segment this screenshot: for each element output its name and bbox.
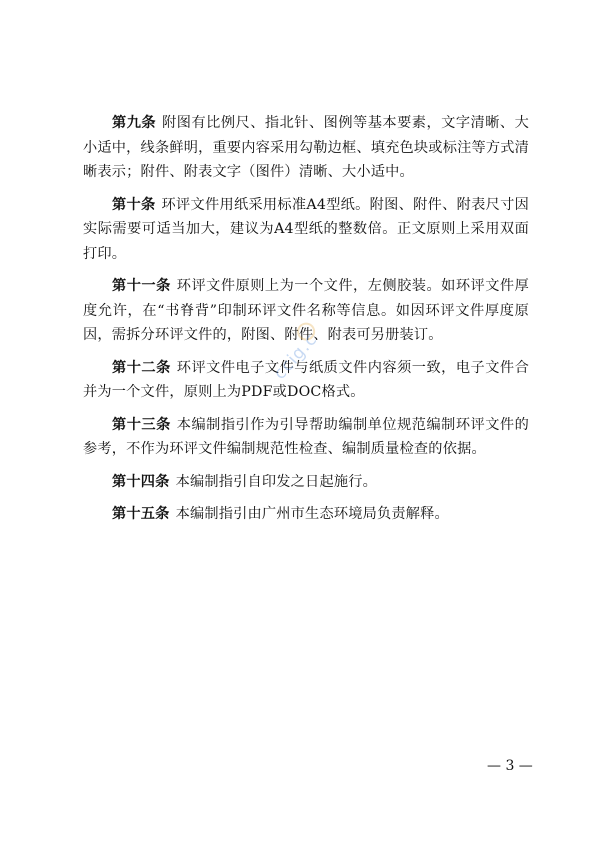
- article-number: 第十三条: [112, 416, 171, 433]
- article-10: [83, 193, 529, 267]
- article-14: [83, 470, 529, 495]
- article-text: 本编制指引自印发之日起施行。: [175, 473, 377, 490]
- article-text: 环评文件电子文件与纸质文件内容须一致，电子文件合并为一个文件，原则上为PDF或DOC格式。: [83, 359, 529, 400]
- article-text: 本编制指引作为引导帮助编制单位规范编制环评文件的参考，不作为环评文件编制规范性检查、编制质量检查的依据。: [83, 416, 529, 457]
- article-number: 第十五条: [112, 506, 170, 522]
- article-15: [83, 502, 529, 527]
- page-number: — 3 —: [487, 758, 533, 774]
- watermark-text: ccig.c: [269, 329, 322, 384]
- article-number: 第十条: [112, 196, 156, 213]
- article-text: 环评文件原则上为一个文件，左侧胶装。如环评文件厚度允许，在“书脊背”印制环评文件名称等信息。如因环评文件厚度原因，需拆分环评文件的，附图、附件、附表可另册装订。: [83, 278, 529, 343]
- article-number: 第十四条: [112, 473, 170, 490]
- article-text: 环评文件用纸采用标准A4型纸。附图、附件、附表尺寸因实际需要可适当加大，建议为A4型纸的整数倍。正文原则上采用双面打印。: [83, 196, 529, 262]
- article-number: 第十二条: [112, 359, 171, 376]
- article-9: [83, 111, 529, 185]
- article-text: 本编制指引由广州市生态环境局负责解释。: [175, 506, 449, 522]
- article-13: [83, 413, 529, 462]
- article-number: 第十一条: [112, 278, 171, 294]
- article-number: 第九条: [112, 115, 157, 131]
- article-text: 附图有比例尺、指北针、图例等基本要素，文字清晰、大小适中，线条鲜明，重要内容采用勾勒边框、填充色块或标注等方式清晰表示；附件、附表文字（图件）清晰、大小适中。: [83, 115, 530, 180]
